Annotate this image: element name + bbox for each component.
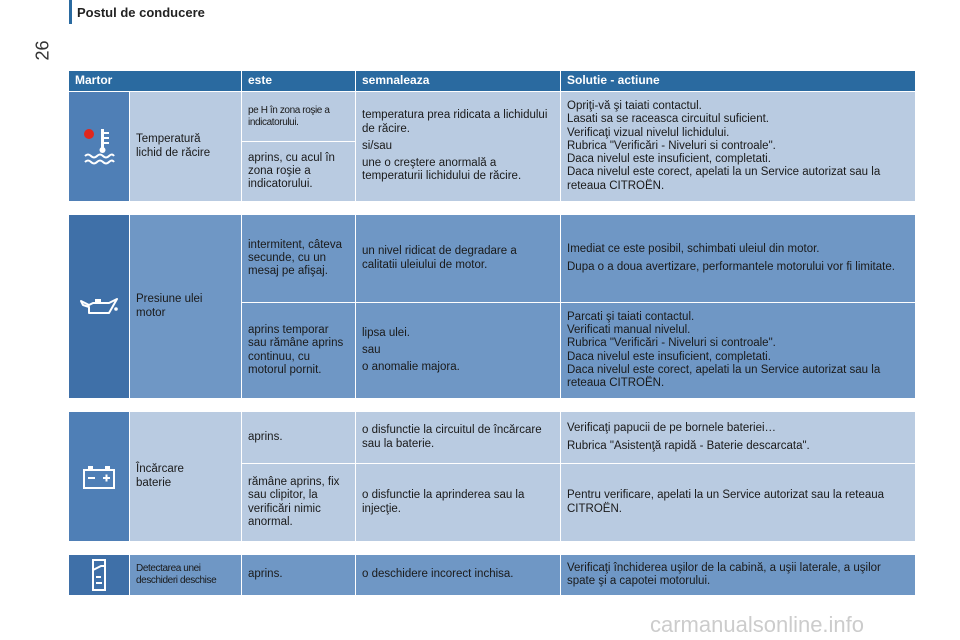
oil-semn-2a: lipsa ulei. bbox=[362, 326, 410, 339]
table-row bbox=[69, 412, 916, 464]
battery-semn-1: o disfunctie la circuitul de încărcare sau la baterie. bbox=[356, 412, 561, 464]
coolant-solutie bbox=[561, 92, 916, 202]
table-header-row bbox=[69, 71, 916, 92]
coolant-semn-3: une o creştere anormală a temperaturii lichidului de răcire. bbox=[362, 157, 522, 183]
page-number: 26 bbox=[32, 40, 53, 61]
oil-sol-line: Parcati şi taiati contactul. bbox=[567, 310, 695, 323]
coolant-semn-2: si/sau bbox=[362, 139, 393, 152]
column-header-martor: Martor bbox=[69, 71, 242, 92]
door-open-icon bbox=[89, 558, 109, 592]
battery-charge-icon bbox=[81, 464, 117, 490]
door-semn: o deschidere incorect inchisa. bbox=[356, 555, 561, 596]
coolant-este-2: aprins, cu acul în zona roşie a indicatorului. bbox=[242, 142, 356, 202]
oil-semn-1: un nivel ridicat de degradare a calitatii uleiului de motor. bbox=[356, 215, 561, 303]
page-title: Postul de conducere bbox=[77, 5, 205, 20]
battery-sol-1b: Rubrica "Asistenţă rapidă - Baterie descarcata". bbox=[567, 439, 810, 452]
coolant-label: Temperatură lichid de răcire bbox=[130, 92, 242, 202]
oil-sol-line: Daca nivelul este corect, apelati la un Service autorizat sau la reteaua CITROËN. bbox=[567, 363, 881, 389]
coolant-sol-line: Verificaţi vizual nivelul lichidului. bbox=[567, 126, 730, 139]
coolant-semnaleaza bbox=[356, 92, 561, 202]
door-este: aprins. bbox=[242, 555, 356, 596]
battery-solutie-2: Pentru verificare, apelati la un Service autorizat sau la reteaua CITROËN. bbox=[561, 464, 916, 542]
door-icon-cell bbox=[69, 555, 130, 596]
oil-solutie-2 bbox=[561, 303, 916, 399]
column-header-este: este bbox=[242, 71, 356, 92]
oil-solutie-1 bbox=[561, 215, 916, 303]
coolant-icon-cell bbox=[69, 92, 130, 202]
door-label: Detectarea unei deschideri deschise bbox=[130, 555, 242, 596]
table-row bbox=[69, 92, 916, 142]
battery-sol-1a: Verificaţi papucii de pe bornele bateriei… bbox=[567, 422, 777, 435]
oil-icon-cell bbox=[69, 215, 130, 399]
watermark-text: carmanualsonline.info bbox=[650, 612, 865, 637]
battery-este-2: rămâne aprins, fix sau clipitor, la verificări nimic anormal. bbox=[242, 464, 356, 542]
oil-pressure-icon bbox=[79, 295, 119, 319]
warning-lights-table bbox=[68, 70, 916, 596]
header-accent-bar bbox=[69, 0, 72, 24]
oil-semnaleaza-2 bbox=[356, 303, 561, 399]
table-row bbox=[69, 215, 916, 303]
oil-label: Presiune ulei motor bbox=[130, 215, 242, 399]
oil-sol-line: Daca nivelul este insuficient, completati. bbox=[567, 350, 771, 363]
coolant-temperature-icon bbox=[82, 127, 116, 167]
coolant-este-1: pe H în zona roşie a indicatorului. bbox=[242, 92, 356, 142]
oil-semn-2b: sau bbox=[362, 343, 381, 356]
oil-sol-1a: Imediat ce este posibil, schimbati uleiul din motor. bbox=[567, 243, 820, 256]
battery-solutie-1 bbox=[561, 412, 916, 464]
oil-este-1: intermitent, câteva secunde, cu un mesaj pe afişaj. bbox=[242, 215, 356, 303]
oil-semn-2c: o anomalie majora. bbox=[362, 361, 460, 374]
coolant-sol-line: Daca nivelul este corect, apelati la un Service autorizat sau la reteaua CITROËN. bbox=[567, 166, 881, 192]
battery-label: Încărcare baterie bbox=[130, 412, 242, 542]
oil-sol-line: Verificati manual nivelul. bbox=[567, 324, 691, 337]
battery-icon-cell bbox=[69, 412, 130, 542]
column-header-solutie: Solutie - actiune bbox=[561, 71, 916, 92]
oil-sol-line: Rubrica "Verificări - Niveluri si controale". bbox=[567, 337, 776, 350]
oil-este-2: aprins temporar sau rămâne aprins continuu, cu motorul pornit. bbox=[242, 303, 356, 399]
door-solutie: Verificaţi închiderea uşilor de la cabină, a uşii laterale, a uşilor spate şi a capotei motorului. bbox=[561, 555, 916, 596]
coolant-sol-line: Lasati sa se raceasca circuitul suficient. bbox=[567, 113, 769, 126]
battery-semn-2: o disfunctie la aprinderea sau la injecţie. bbox=[356, 464, 561, 542]
oil-sol-1b: Dupa o a doua avertizare, performantele motorului vor fi limitate. bbox=[567, 260, 895, 273]
battery-este-1: aprins. bbox=[242, 412, 356, 464]
coolant-semn-1: temperatura prea ridicata a lichidului de răcire. bbox=[362, 109, 548, 135]
column-header-semnaleaza: semnaleaza bbox=[356, 71, 561, 92]
coolant-sol-line: Rubrica "Verificări - Niveluri si controale". bbox=[567, 139, 776, 152]
coolant-sol-line: Daca nivelul este insuficient, completati. bbox=[567, 153, 771, 166]
coolant-sol-line: Opriţi-vă şi taiati contactul. bbox=[567, 100, 702, 113]
table-row bbox=[69, 555, 916, 596]
